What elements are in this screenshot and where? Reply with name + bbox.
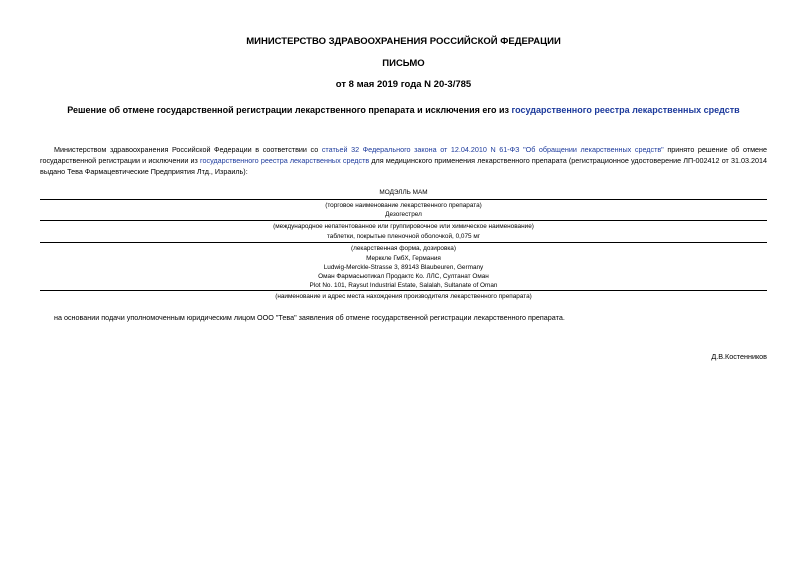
title-text: Решение об отмене государственной регистрации лекарственного препарата и исключения его из xyxy=(67,105,512,115)
manufacturer-line: Оман Фармасьютикал Продактс Ко. ЛЛС, Султанат Оман xyxy=(318,273,489,280)
trade-name: МОДЭЛЛЬ МАМ xyxy=(379,189,428,196)
inn: Дезогестрел xyxy=(385,211,422,218)
inn-caption: (международное непатентованное или группировочное или химическое наименование) xyxy=(273,223,534,230)
manufacturer-line: Plot No. 101, Raysut Industrial Estate, Salalah, Sultanate of Oman xyxy=(309,282,498,289)
signature: Д.В.Костенников xyxy=(711,352,767,361)
manufacturer-caption: (наименование и адрес места нахождения производителя лекарственного препарата) xyxy=(275,293,532,300)
basis-paragraph: на основании подачи уполномоченным юридическим лицом ООО "Тева" заявления об отмене государственной регистрации лекарственного препарата. xyxy=(54,313,565,322)
law-article-link[interactable]: статьей 32 Федерального закона от 12.04.2010 N 61-ФЗ "Об обращении лекарственных средств" xyxy=(321,145,664,154)
manufacturer-line: Мерккле ГмбХ, Германия xyxy=(366,255,441,262)
document-title xyxy=(40,105,767,115)
divider xyxy=(40,220,767,221)
manufacturer-line: Ludwig-Merckle-Strasse 3, 89143 Blaubeuren, Germany xyxy=(323,264,484,271)
paragraph-text-2: принято решение об отмене государственной регистрации и исключении из xyxy=(40,145,767,165)
document-date: от 8 мая 2019 года N 20-3/785 xyxy=(335,79,472,90)
paragraph-text-1: Министерством здравоохранения Российской Федерации в соответствии со xyxy=(54,145,322,154)
trade-name-caption: (торговое наименование лекарственного препарата) xyxy=(325,202,482,209)
registry-link[interactable]: государственного реестра лекарственных средств xyxy=(511,105,740,115)
divider xyxy=(40,199,767,200)
registry-link-body[interactable]: государственного реестра лекарственных средств xyxy=(200,156,370,165)
paragraph-text-3: для медицинского применения лекарственного препарата (регистрационное удостоверение ЛП-002412 от 31.03.2014 выдано Тева Фармацевтические Предприятия Лтд., Израиль): xyxy=(40,156,767,176)
dosage-form: таблетки, покрытые пленочной оболочкой, 0,075 мг xyxy=(326,233,481,240)
ministry-header: МИНИСТЕРСТВО ЗДРАВООХРАНЕНИЯ РОССИЙСКОЙ ФЕДЕРАЦИИ xyxy=(246,36,561,47)
main-paragraph xyxy=(40,144,767,177)
divider xyxy=(40,290,767,291)
divider xyxy=(40,242,767,243)
document-type: ПИСЬМО xyxy=(382,58,425,69)
dosage-form-caption: (лекарственная форма, дозировка) xyxy=(350,245,456,252)
